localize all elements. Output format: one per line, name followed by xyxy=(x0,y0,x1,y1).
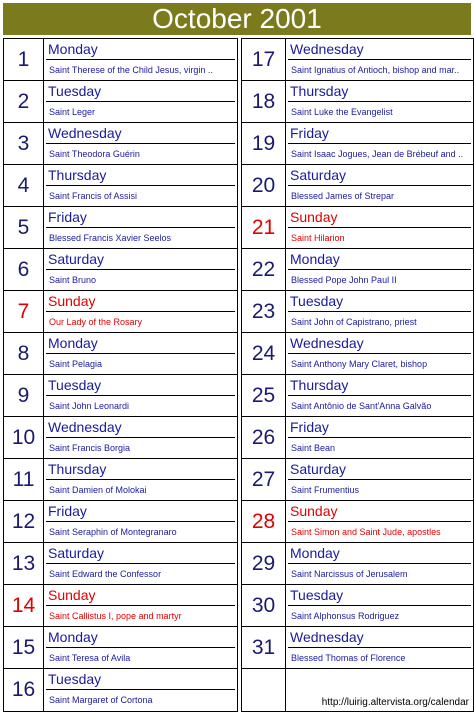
day-row xyxy=(4,375,237,417)
day-info xyxy=(44,333,237,374)
weekday-label: Saturday xyxy=(290,461,347,477)
row-divider xyxy=(288,395,471,396)
weekday-label: Friday xyxy=(290,419,329,435)
row-divider xyxy=(288,563,471,564)
day-row xyxy=(242,165,473,207)
row-divider xyxy=(46,563,235,564)
day-info xyxy=(286,291,473,332)
day-number: 19 xyxy=(242,123,286,165)
weekday-label: Sunday xyxy=(48,293,96,309)
day-number: 15 xyxy=(4,627,44,669)
weekday-label: Thursday xyxy=(48,461,107,477)
saint-name: Saint Callistus I, pope and martyr xyxy=(49,611,182,621)
row-divider xyxy=(46,227,235,228)
weekday-label: Wednesday xyxy=(290,629,364,645)
right-column xyxy=(241,38,474,712)
day-info xyxy=(44,417,237,458)
weekday-label: Tuesday xyxy=(48,671,102,687)
day-info xyxy=(286,249,473,290)
row-divider xyxy=(46,479,235,480)
day-row xyxy=(4,585,237,627)
saint-name: Saint Teresa of Avila xyxy=(49,653,131,663)
day-info xyxy=(286,81,473,122)
weekday-label: Wednesday xyxy=(290,41,364,57)
weekday-label: Tuesday xyxy=(48,83,102,99)
saint-name: Saint Antônio de Sant'Anna Galvão xyxy=(291,401,432,411)
day-info xyxy=(286,585,473,626)
saint-name: Saint Anthony Mary Claret, bishop xyxy=(291,359,428,369)
day-info xyxy=(286,417,473,458)
row-divider xyxy=(46,647,235,648)
day-info xyxy=(286,39,473,80)
day-row xyxy=(242,249,473,291)
day-info xyxy=(44,81,237,122)
day-row xyxy=(242,543,473,585)
weekday-label: Wednesday xyxy=(48,125,122,141)
saint-name: Saint John Leonardi xyxy=(49,401,130,411)
saint-name: Blessed Pope John Paul II xyxy=(291,275,397,285)
saint-name: Saint Hilarion xyxy=(291,233,345,243)
saint-name: Blessed Francis Xavier Seelos xyxy=(49,233,172,243)
saint-name: Blessed Thomas of Florence xyxy=(291,653,406,663)
weekday-label: Sunday xyxy=(290,503,338,519)
day-info xyxy=(44,375,237,416)
day-number: 18 xyxy=(242,81,286,123)
saint-name: Saint Theodora Guérin xyxy=(49,149,140,159)
day-number: 9 xyxy=(4,375,44,417)
day-info xyxy=(286,333,473,374)
row-divider xyxy=(288,353,471,354)
row-divider xyxy=(46,269,235,270)
weekday-label: Monday xyxy=(290,545,340,561)
day-number: 21 xyxy=(242,207,286,249)
day-number: 11 xyxy=(4,459,44,501)
row-divider xyxy=(288,185,471,186)
weekday-label: Monday xyxy=(48,629,98,645)
day-number: 14 xyxy=(4,585,44,627)
weekday-label: Tuesday xyxy=(290,587,344,603)
day-info xyxy=(44,39,237,80)
saint-name: Our Lady of the Rosary xyxy=(49,317,143,327)
saint-name: Saint Margaret of Cortona xyxy=(49,695,153,705)
saint-name: Saint Damien of Molokai xyxy=(49,485,147,495)
row-divider xyxy=(288,605,471,606)
row-divider xyxy=(288,437,471,438)
day-number: 28 xyxy=(242,501,286,543)
day-number: 13 xyxy=(4,543,44,585)
row-divider xyxy=(46,353,235,354)
day-number: 7 xyxy=(4,291,44,333)
day-row xyxy=(242,459,473,501)
day-info xyxy=(44,165,237,206)
weekday-label: Monday xyxy=(290,251,340,267)
day-info xyxy=(286,627,473,668)
day-info xyxy=(44,501,237,542)
row-divider xyxy=(288,59,471,60)
day-number: 12 xyxy=(4,501,44,543)
saint-name: Saint Simon and Saint Jude, apostles xyxy=(291,527,441,537)
row-divider xyxy=(46,605,235,606)
day-row xyxy=(4,417,237,459)
weekday-label: Sunday xyxy=(290,209,338,225)
day-number: 10 xyxy=(4,417,44,459)
day-row xyxy=(242,333,473,375)
day-number: 1 xyxy=(4,39,44,81)
day-info xyxy=(44,669,237,710)
day-number: 26 xyxy=(242,417,286,459)
day-number: 25 xyxy=(242,375,286,417)
row-divider xyxy=(288,227,471,228)
empty-day-cell xyxy=(242,669,286,711)
calendar-title: October 2001 xyxy=(3,3,471,35)
day-info xyxy=(44,123,237,164)
day-row xyxy=(4,333,237,375)
day-info xyxy=(44,585,237,626)
weekday-label: Saturday xyxy=(48,251,105,267)
day-info xyxy=(44,459,237,500)
saint-name: Saint Pelagia xyxy=(49,359,103,369)
day-row xyxy=(242,375,473,417)
saint-name: Saint Bruno xyxy=(49,275,97,285)
day-info xyxy=(286,123,473,164)
day-info xyxy=(286,165,473,206)
saint-name: Saint Luke the Evangelist xyxy=(291,107,393,117)
day-number: 29 xyxy=(242,543,286,585)
saint-name: Saint Frumentius xyxy=(291,485,360,495)
day-row xyxy=(4,669,237,711)
day-info xyxy=(286,501,473,542)
saint-name: Saint Isaac Jogues, Jean de Brébeuf and .. xyxy=(291,149,464,159)
left-column xyxy=(3,38,238,712)
footer-row xyxy=(242,669,473,711)
weekday-label: Monday xyxy=(48,335,98,351)
weekday-label: Saturday xyxy=(48,545,105,561)
weekday-label: Thursday xyxy=(290,377,349,393)
row-divider xyxy=(46,689,235,690)
saint-name: Saint Edward the Confessor xyxy=(49,569,162,579)
day-row xyxy=(242,627,473,669)
row-divider xyxy=(46,59,235,60)
saint-name: Saint Narcissus of Jerusalem xyxy=(291,569,408,579)
row-divider xyxy=(288,647,471,648)
row-divider xyxy=(46,395,235,396)
day-info xyxy=(44,249,237,290)
day-row xyxy=(242,417,473,459)
day-info xyxy=(286,459,473,500)
weekday-label: Wednesday xyxy=(290,335,364,351)
day-number: 5 xyxy=(4,207,44,249)
weekday-label: Thursday xyxy=(48,167,107,183)
day-row xyxy=(4,627,237,669)
row-divider xyxy=(46,437,235,438)
day-number: 27 xyxy=(242,459,286,501)
day-row xyxy=(242,123,473,165)
row-divider xyxy=(288,143,471,144)
day-number: 22 xyxy=(242,249,286,291)
row-divider xyxy=(288,269,471,270)
day-row xyxy=(4,291,237,333)
day-number: 24 xyxy=(242,333,286,375)
day-row xyxy=(242,81,473,123)
day-row xyxy=(4,81,237,123)
day-number: 30 xyxy=(242,585,286,627)
weekday-label: Saturday xyxy=(290,167,347,183)
saint-name: Saint Leger xyxy=(49,107,96,117)
weekday-label: Friday xyxy=(290,125,329,141)
day-info xyxy=(286,207,473,248)
saint-name: Saint Bean xyxy=(291,443,336,453)
day-number: 17 xyxy=(242,39,286,81)
weekday-label: Monday xyxy=(48,41,98,57)
day-number: 16 xyxy=(4,669,44,711)
saint-name: Saint Alphonsus Rodriguez xyxy=(291,611,400,621)
weekday-label: Thursday xyxy=(290,83,349,99)
saint-name: Saint Francis Borgia xyxy=(49,443,131,453)
day-row xyxy=(4,543,237,585)
day-info xyxy=(44,207,237,248)
day-number: 3 xyxy=(4,123,44,165)
row-divider xyxy=(288,311,471,312)
day-row xyxy=(242,501,473,543)
day-number: 23 xyxy=(242,291,286,333)
weekday-label: Wednesday xyxy=(48,419,122,435)
row-divider xyxy=(46,143,235,144)
day-info xyxy=(44,291,237,332)
day-row xyxy=(242,291,473,333)
weekday-label: Tuesday xyxy=(290,293,344,309)
footer-url[interactable]: http://luirig.altervista.org/calendar xyxy=(321,697,469,708)
row-divider xyxy=(288,479,471,480)
weekday-label: Tuesday xyxy=(48,377,102,393)
day-number: 6 xyxy=(4,249,44,291)
day-row xyxy=(4,207,237,249)
day-row xyxy=(4,501,237,543)
row-divider xyxy=(46,311,235,312)
weekday-label: Friday xyxy=(48,503,87,519)
saint-name: Blessed James of Strepar xyxy=(291,191,395,201)
row-divider xyxy=(288,101,471,102)
day-row xyxy=(4,39,237,81)
row-divider xyxy=(46,521,235,522)
day-number: 2 xyxy=(4,81,44,123)
day-row xyxy=(4,249,237,291)
day-number: 20 xyxy=(242,165,286,207)
saint-name: Saint Ignatius of Antioch, bishop and mar.. xyxy=(291,65,460,75)
day-number: 8 xyxy=(4,333,44,375)
day-row xyxy=(242,39,473,81)
saint-name: Saint John of Capistrano, priest xyxy=(291,317,417,327)
day-row xyxy=(4,459,237,501)
day-info xyxy=(44,543,237,584)
day-row xyxy=(4,165,237,207)
row-divider xyxy=(46,101,235,102)
row-divider xyxy=(46,185,235,186)
saint-name: Saint Francis of Assisi xyxy=(49,191,138,201)
day-row xyxy=(242,585,473,627)
day-info xyxy=(286,375,473,416)
row-divider xyxy=(288,521,471,522)
weekday-label: Sunday xyxy=(48,587,96,603)
day-row xyxy=(242,207,473,249)
day-info xyxy=(44,627,237,668)
saint-name: Saint Therese of the Child Jesus, virgin .. xyxy=(49,65,213,75)
day-row xyxy=(4,123,237,165)
day-number: 4 xyxy=(4,165,44,207)
saint-name: Saint Seraphin of Montegranaro xyxy=(49,527,177,537)
day-info xyxy=(286,543,473,584)
day-number: 31 xyxy=(242,627,286,669)
weekday-label: Friday xyxy=(48,209,87,225)
